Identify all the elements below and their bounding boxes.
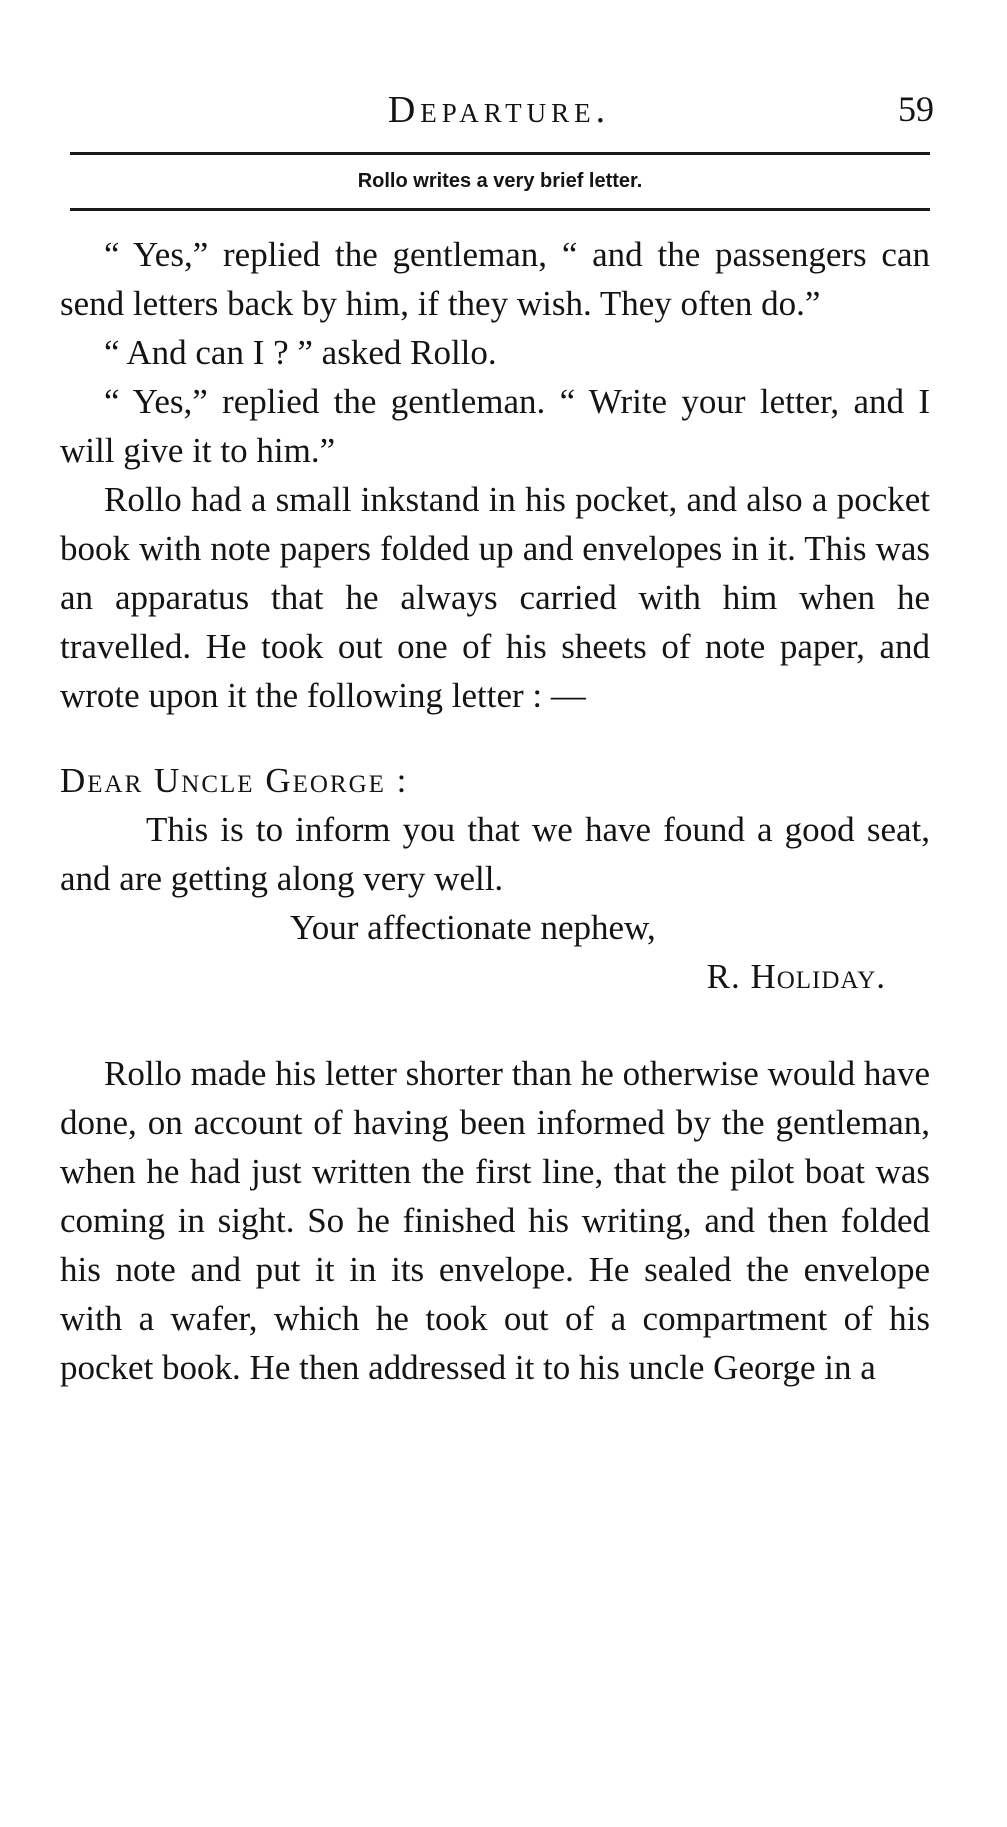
running-title: Departure. bbox=[387, 89, 611, 131]
paragraph: Rollo had a small inkstand in his pocket, and also a pocket book with note papers folded up and envelopes in it. This was an apparatus that he always carried with him when he travelled. He took out one of his sheets of note paper, and wrote upon it the following letter : — bbox=[60, 480, 930, 715]
paragraph: “ And can I ? ” asked Rollo. bbox=[104, 333, 497, 372]
letter-signature: R. Holiday. bbox=[706, 957, 886, 996]
final-paragraph: Rollo made his letter shorter than he otherwise would have done, on account of having been informed by the gentleman, when he had just written the first line, that the pilot boat was coming in sight. So he finished his writing, and then folded his note and put it in its envelope. He sealed the envelope with a wafer, which he took out of a compartment of his pocket book. He then addressed it to his uncle George in a bbox=[60, 1054, 930, 1387]
page-subtitle: Rollo writes a very brief letter. bbox=[357, 170, 643, 192]
letter-salutation: Dear Uncle George : bbox=[60, 761, 409, 800]
paragraph: “ Yes,” replied the gentleman, “ and the passengers can send letters back by him, if they wish. They often do.” bbox=[60, 235, 930, 323]
page-number: 59 bbox=[898, 89, 934, 129]
body-text bbox=[60, 230, 930, 1392]
header-rule-top bbox=[70, 152, 930, 155]
letter bbox=[60, 756, 930, 1001]
running-head bbox=[64, 88, 934, 138]
letter-closing: Your affectionate nephew, bbox=[290, 908, 656, 947]
header-rule-bottom bbox=[70, 208, 930, 211]
letter-body: This is to inform you that we have found a good seat, and are getting along very well. bbox=[60, 810, 930, 898]
section-spacer bbox=[60, 1001, 930, 1049]
paragraph: “ Yes,” replied the gentleman. “ Write your letter, and I will give it to him.” bbox=[60, 382, 930, 470]
